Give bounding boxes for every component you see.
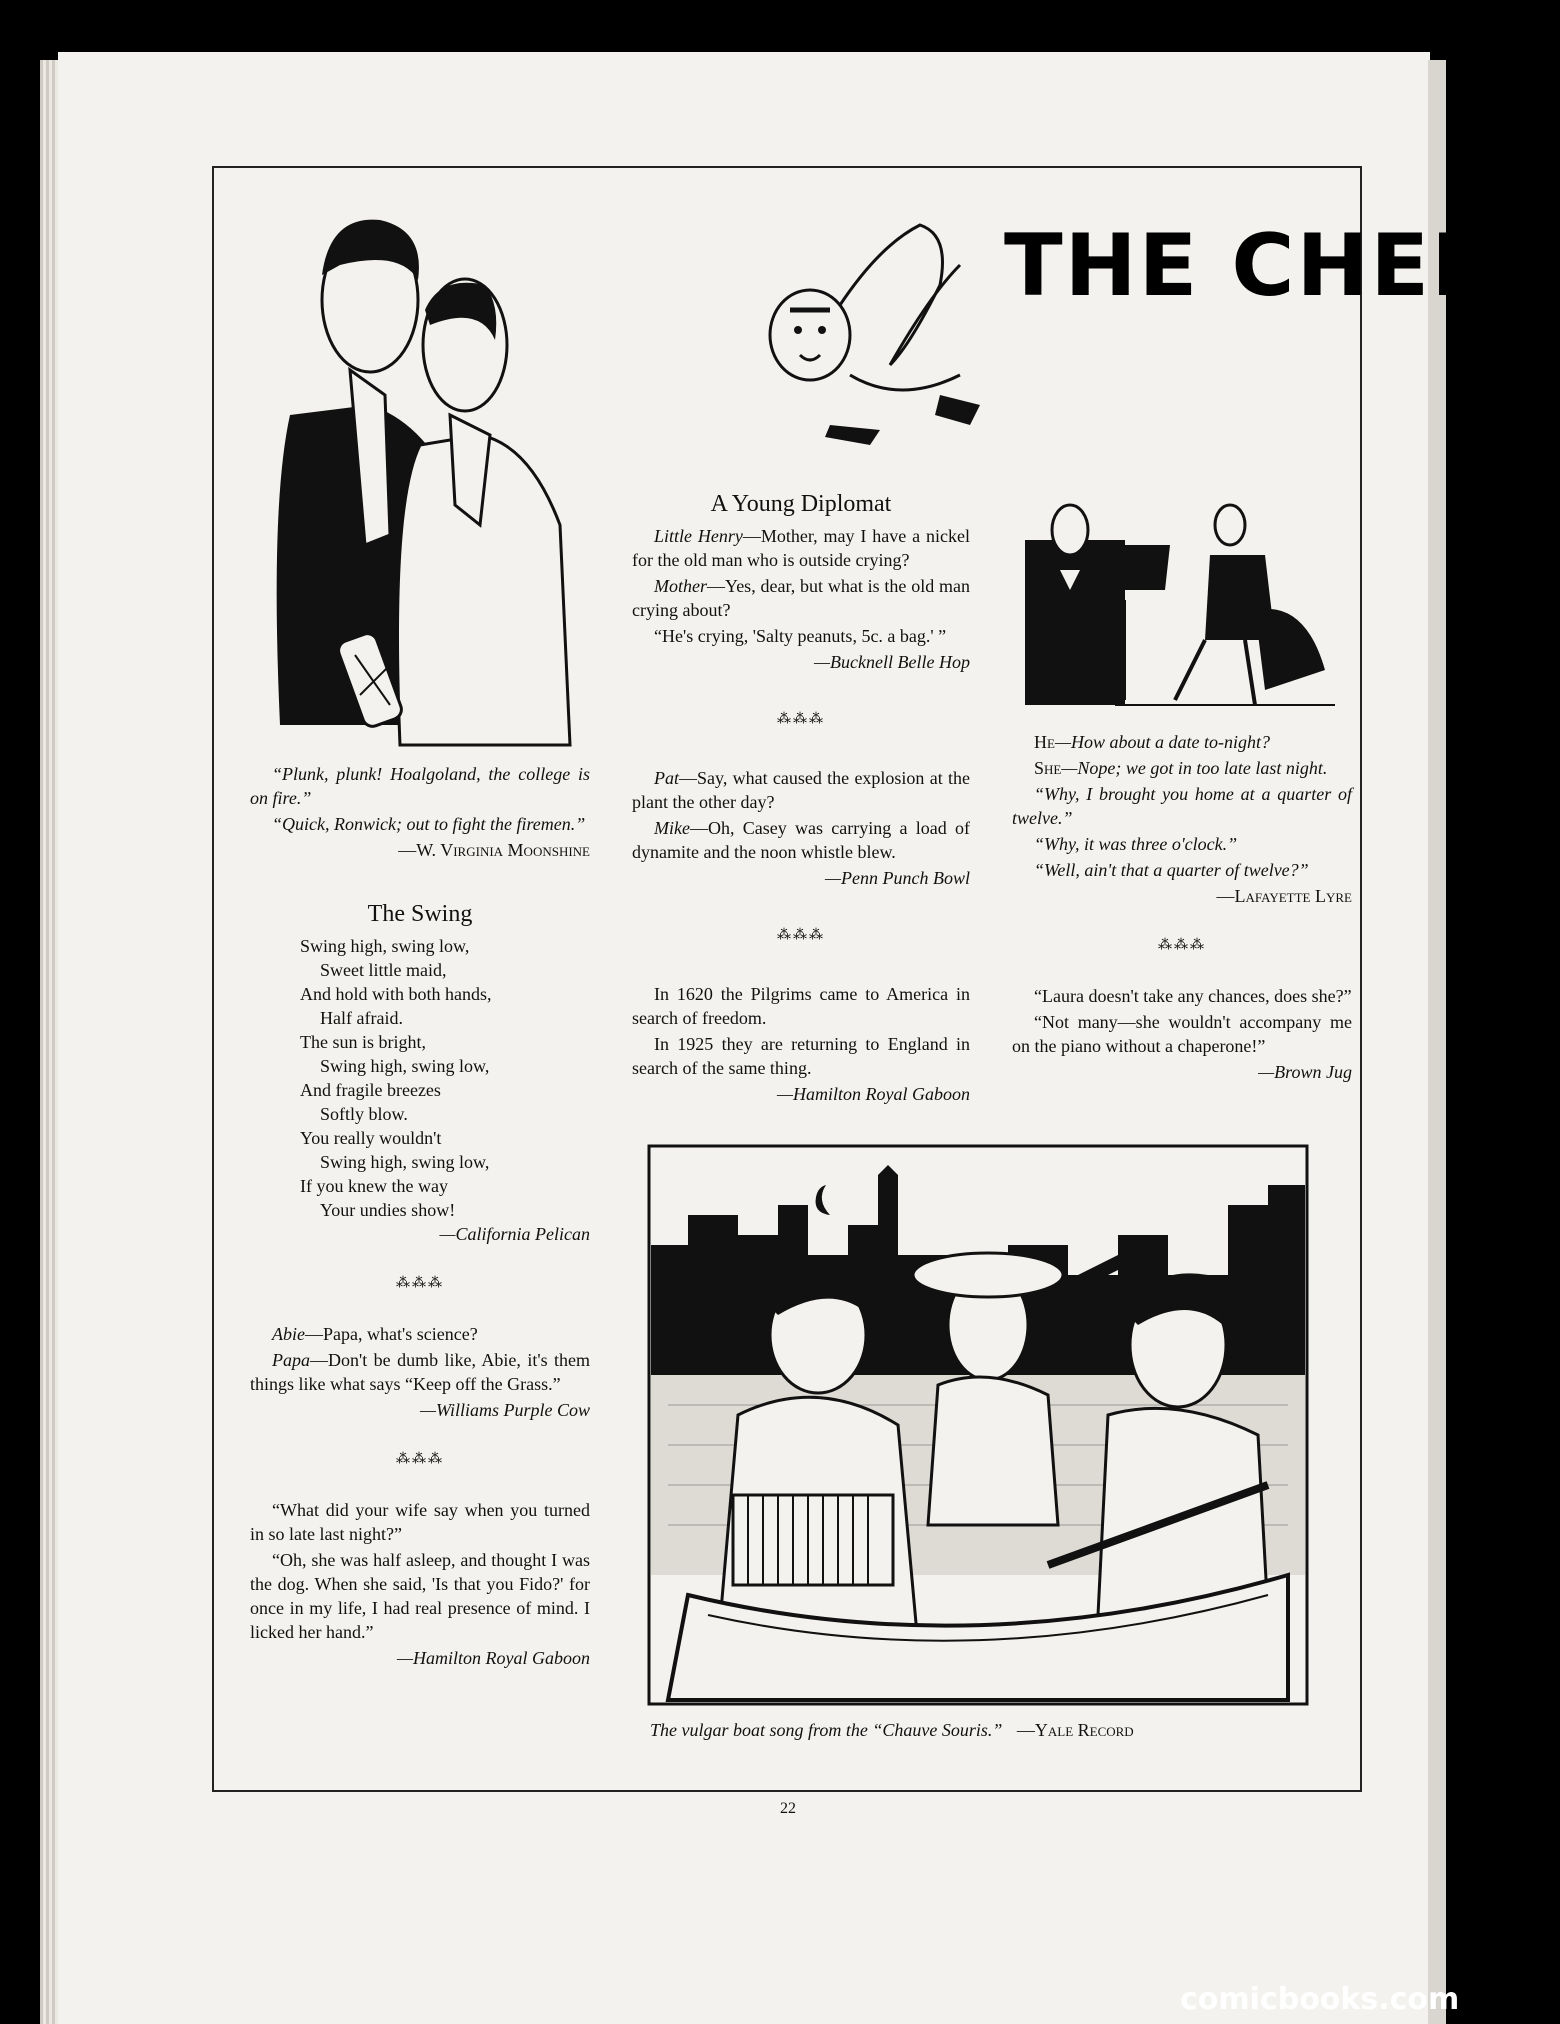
poem-line: You really wouldn't: [300, 1128, 442, 1148]
boat-song-illustration: [648, 1145, 1308, 1705]
left-column: [250, 762, 590, 1670]
boat-caption: [650, 1720, 1310, 1741]
right-column: [1012, 730, 1352, 1084]
caption-source: —Yale Record: [1016, 1720, 1134, 1740]
joke-line: “Why, it was three o'clock.”: [1034, 834, 1238, 854]
joke-line: —Mother, may I have a nickel for the old man who is outside crying?: [632, 526, 970, 570]
joke-source: —Hamilton Royal Gaboon: [397, 1648, 590, 1668]
joke-line: —Say, what caused the explosion at the plant the other day?: [632, 768, 970, 812]
joke-source: —Penn Punch Bowl: [825, 868, 970, 888]
poem-line: The sun is bright,: [300, 1032, 426, 1052]
joke-source: —Williams Purple Cow: [419, 1400, 590, 1420]
joke-laura: [1012, 984, 1352, 1084]
joke-line: “He's crying, 'Salty peanuts, 5c. a bag.' ”: [654, 626, 947, 646]
book-right-edge: [1428, 60, 1446, 2024]
joke-line: “Laura doesn't take any chances, does she?”: [1034, 986, 1352, 1006]
joke-pilgrims: [632, 982, 970, 1106]
header-title: THE CHEER: [1004, 216, 1560, 316]
separator: ⁂⁂⁂: [777, 712, 825, 727]
dancer-illustration: [730, 205, 1000, 455]
poem-line: Swing high, swing low,: [320, 1056, 490, 1076]
poem-line: Sweet little maid,: [320, 960, 447, 980]
separator: ⁂⁂⁂: [777, 928, 825, 943]
page-number: 22: [780, 1800, 796, 1817]
separator: ⁂⁂⁂: [396, 1276, 444, 1291]
joke-line: In 1620 the Pilgrims came to America in search of freedom.: [632, 984, 970, 1028]
poem-line: And hold with both hands,: [300, 984, 492, 1004]
watermark-text: comicbooks.com: [1180, 1982, 1460, 2017]
joke-source: —Lafayette Lyre: [1216, 886, 1352, 906]
joke-line: “Plunk, plunk! Hoalgoland, the college is on fire.”: [250, 764, 590, 808]
joke-line: “Not many—she wouldn't accompany me on the piano without a chaperone!”: [1012, 1012, 1352, 1056]
joke-line: “Well, ain't that a quarter of twelve?”: [1034, 860, 1309, 880]
joke-line: —Nope; we got in too late last night.: [1061, 758, 1328, 778]
poem-source: —California Pelican: [439, 1224, 590, 1244]
middle-column: [632, 492, 970, 1106]
poem-line: Softly blow.: [320, 1104, 408, 1124]
poem-swing: [250, 902, 590, 1246]
poem-line: Swing high, swing low,: [320, 1152, 490, 1172]
joke-date: [1012, 730, 1352, 908]
joke-line: “Quick, Ronwick; out to fight the firemen.”: [272, 814, 586, 834]
speaker: Abie: [272, 1324, 305, 1344]
couple-illustration: [250, 205, 590, 745]
joke-line: “What did your wife say when you turned in so late last night?”: [250, 1500, 590, 1544]
joke-source: —Hamilton Royal Gaboon: [777, 1084, 970, 1104]
separator: ⁂⁂⁂: [1158, 938, 1206, 953]
joke-line: In 1925 they are returning to England in search of the same thing.: [632, 1034, 970, 1078]
speaker: Papa: [272, 1350, 310, 1370]
diplomat-title: A Young Diplomat: [710, 491, 892, 517]
joke-line: —Don't be dumb like, Abie, it's them things like what says “Keep off the Grass.”: [250, 1350, 590, 1394]
poem-line: Your undies show!: [320, 1200, 456, 1220]
speaker: She: [1034, 758, 1062, 778]
speaker: Little Henry: [654, 526, 743, 546]
poem-line: Half afraid.: [320, 1008, 403, 1028]
caption-text: The vulgar boat song from the “Chauve Souris.”: [650, 1720, 1003, 1740]
speaker: Pat: [654, 768, 679, 788]
joke-line: —Oh, Casey was carrying a load of dynamite and the noon whistle blew.: [632, 818, 970, 862]
speaker: He: [1034, 732, 1055, 752]
joke-source: —Bucknell Belle Hop: [814, 652, 970, 672]
joke-source: —W. Virginia Moonshine: [398, 840, 590, 860]
joke-diplomat: [632, 492, 970, 674]
joke-fido: [250, 1498, 590, 1670]
poem-line: Swing high, swing low,: [300, 936, 470, 956]
joke-moonshine: [250, 762, 590, 862]
joke-dynamite: [632, 766, 970, 890]
joke-source: —Brown Jug: [1258, 1062, 1352, 1082]
seated-couple-illustration: [1005, 500, 1345, 710]
joke-line: “Oh, she was half asleep, and thought I was the dog. When she said, 'Is that you Fido?' for once in my life, I had real presence of mind. I licked her hand.”: [250, 1550, 590, 1642]
poem-title: The Swing: [367, 901, 473, 927]
joke-line: —How about a date to-night?: [1054, 732, 1270, 752]
speaker: Mike: [654, 818, 690, 838]
poem-line: If you knew the way: [300, 1176, 448, 1196]
joke-line: —Papa, what's science?: [305, 1324, 478, 1344]
poem-lines: [250, 934, 590, 1222]
speaker: Mother: [654, 576, 707, 596]
joke-science: [250, 1322, 590, 1422]
separator: ⁂⁂⁂: [396, 1452, 444, 1467]
joke-line: “Why, I brought you home at a quarter of twelve.”: [1012, 784, 1352, 828]
joke-line: —Yes, dear, but what is the old man crying about?: [632, 576, 970, 620]
poem-line: And fragile breezes: [300, 1080, 441, 1100]
